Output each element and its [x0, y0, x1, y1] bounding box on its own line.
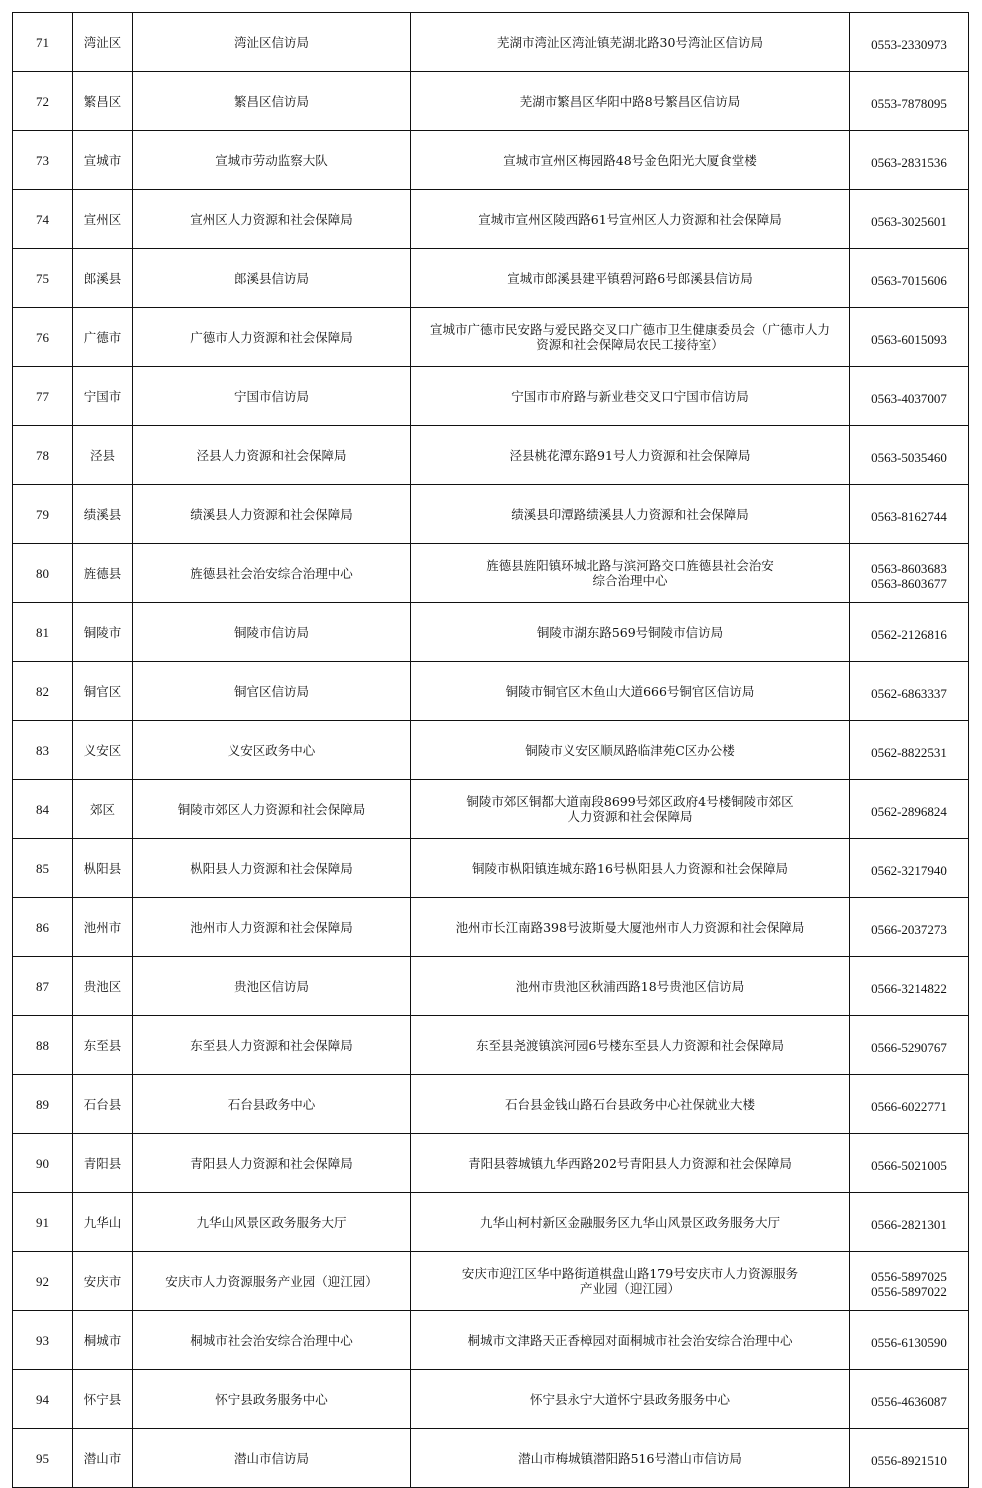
organization-cell: 泾县人力资源和社会保障局 — [133, 426, 411, 485]
table-row — [13, 485, 969, 544]
address-cell: 铜陵市铜官区木鱼山大道666号铜官区信访局 — [411, 662, 850, 721]
phone-cell: 0566-2037273 — [850, 898, 969, 957]
organization-cell: 怀宁县政务服务中心 — [133, 1370, 411, 1429]
district-cell: 广德市 — [73, 308, 133, 367]
address-cell: 安庆市迎江区华中路街道棋盘山路179号安庆市人力资源服务 产业园（迎江园） — [411, 1252, 850, 1311]
table-row — [13, 721, 969, 780]
organization-cell: 广德市人力资源和社会保障局 — [133, 308, 411, 367]
table-row — [13, 544, 969, 603]
row-number-cell: 81 — [13, 603, 73, 662]
row-number-cell: 85 — [13, 839, 73, 898]
address-cell: 铜陵市湖东路569号铜陵市信访局 — [411, 603, 850, 662]
organization-cell: 枞阳县人力资源和社会保障局 — [133, 839, 411, 898]
table-row — [13, 308, 969, 367]
phone-cell: 0562-2126816 — [850, 603, 969, 662]
phone-cell: 0563-6015093 — [850, 308, 969, 367]
address-cell: 青阳县蓉城镇九华西路202号青阳县人力资源和社会保障局 — [411, 1134, 850, 1193]
address-cell: 泾县桃花潭东路91号人力资源和社会保障局 — [411, 426, 850, 485]
address-cell: 桐城市文津路天正香樟园对面桐城市社会治安综合治理中心 — [411, 1311, 850, 1370]
table-row — [13, 72, 969, 131]
organization-cell: 铜官区信访局 — [133, 662, 411, 721]
phone-cell: 0562-8822531 — [850, 721, 969, 780]
phone-cell: 0556-4636087 — [850, 1370, 969, 1429]
phone-cell: 0553-7878095 — [850, 72, 969, 131]
row-number-cell: 86 — [13, 898, 73, 957]
row-number-cell: 90 — [13, 1134, 73, 1193]
organization-cell: 安庆市人力资源服务产业园（迎江园） — [133, 1252, 411, 1311]
table-row — [13, 1193, 969, 1252]
table-row — [13, 249, 969, 308]
organization-cell: 潜山市信访局 — [133, 1429, 411, 1488]
address-cell: 宣城市宣州区陵西路61号宣州区人力资源和社会保障局 — [411, 190, 850, 249]
organization-cell: 青阳县人力资源和社会保障局 — [133, 1134, 411, 1193]
row-number-cell: 93 — [13, 1311, 73, 1370]
table-row — [13, 190, 969, 249]
contact-table — [12, 12, 969, 1488]
phone-cell: 0566-5021005 — [850, 1134, 969, 1193]
table-row — [13, 839, 969, 898]
table-row — [13, 367, 969, 426]
row-number-cell: 75 — [13, 249, 73, 308]
district-cell: 铜陵市 — [73, 603, 133, 662]
row-number-cell: 94 — [13, 1370, 73, 1429]
address-cell: 铜陵市郊区铜都大道南段8699号郊区政府4号楼铜陵市郊区 人力资源和社会保障局 — [411, 780, 850, 839]
phone-cell: 0566-3214822 — [850, 957, 969, 1016]
phone-cell: 0566-6022771 — [850, 1075, 969, 1134]
district-cell: 贵池区 — [73, 957, 133, 1016]
row-number-cell: 72 — [13, 72, 73, 131]
address-cell: 怀宁县永宁大道怀宁县政务服务中心 — [411, 1370, 850, 1429]
row-number-cell: 77 — [13, 367, 73, 426]
district-cell: 安庆市 — [73, 1252, 133, 1311]
organization-cell: 贵池区信访局 — [133, 957, 411, 1016]
district-cell: 池州市 — [73, 898, 133, 957]
row-number-cell: 83 — [13, 721, 73, 780]
district-cell: 石台县 — [73, 1075, 133, 1134]
address-cell: 石台县金钱山路石台县政务中心社保就业大楼 — [411, 1075, 850, 1134]
district-cell: 九华山 — [73, 1193, 133, 1252]
organization-cell: 东至县人力资源和社会保障局 — [133, 1016, 411, 1075]
phone-cell: 0562-2896824 — [850, 780, 969, 839]
row-number-cell: 95 — [13, 1429, 73, 1488]
address-cell: 宁国市市府路与新业巷交叉口宁国市信访局 — [411, 367, 850, 426]
row-number-cell: 74 — [13, 190, 73, 249]
district-cell: 旌德县 — [73, 544, 133, 603]
organization-cell: 郎溪县信访局 — [133, 249, 411, 308]
phone-cell: 0563-2831536 — [850, 131, 969, 190]
row-number-cell: 92 — [13, 1252, 73, 1311]
organization-cell: 义安区政务中心 — [133, 721, 411, 780]
row-number-cell: 73 — [13, 131, 73, 190]
row-number-cell: 82 — [13, 662, 73, 721]
address-cell: 池州市长江南路398号波斯曼大厦池州市人力资源和社会保障局 — [411, 898, 850, 957]
table-row — [13, 1429, 969, 1488]
organization-cell: 九华山风景区政务服务大厅 — [133, 1193, 411, 1252]
district-cell: 泾县 — [73, 426, 133, 485]
organization-cell: 旌德县社会治安综合治理中心 — [133, 544, 411, 603]
phone-cell: 0563-7015606 — [850, 249, 969, 308]
table-row — [13, 1370, 969, 1429]
row-number-cell: 78 — [13, 426, 73, 485]
organization-cell: 繁昌区信访局 — [133, 72, 411, 131]
address-cell: 宣城市广德市民安路与爱民路交叉口广德市卫生健康委员会（广德市人力 资源和社会保障局农民工接待室） — [411, 308, 850, 367]
row-number-cell: 84 — [13, 780, 73, 839]
organization-cell: 铜陵市信访局 — [133, 603, 411, 662]
district-cell: 繁昌区 — [73, 72, 133, 131]
address-cell: 旌德县旌阳镇环城北路与滨河路交口旌德县社会治安 综合治理中心 — [411, 544, 850, 603]
row-number-cell: 91 — [13, 1193, 73, 1252]
phone-cell: 0556-6130590 — [850, 1311, 969, 1370]
row-number-cell: 89 — [13, 1075, 73, 1134]
district-cell: 铜官区 — [73, 662, 133, 721]
table-row — [13, 426, 969, 485]
organization-cell: 绩溪县人力资源和社会保障局 — [133, 485, 411, 544]
row-number-cell: 76 — [13, 308, 73, 367]
table-row — [13, 1075, 969, 1134]
district-cell: 潜山市 — [73, 1429, 133, 1488]
row-number-cell: 79 — [13, 485, 73, 544]
district-cell: 湾沚区 — [73, 13, 133, 72]
phone-cell: 0566-5290767 — [850, 1016, 969, 1075]
phone-cell: 0562-6863337 — [850, 662, 969, 721]
phone-cell: 0563-8162744 — [850, 485, 969, 544]
organization-cell: 宁国市信访局 — [133, 367, 411, 426]
row-number-cell: 80 — [13, 544, 73, 603]
district-cell: 郊区 — [73, 780, 133, 839]
contact-table-sheet — [12, 12, 969, 1488]
phone-cell: 0566-2821301 — [850, 1193, 969, 1252]
district-cell: 郎溪县 — [73, 249, 133, 308]
row-number-cell: 88 — [13, 1016, 73, 1075]
phone-cell: 0563-4037007 — [850, 367, 969, 426]
address-cell: 铜陵市枞阳镇连城东路16号枞阳县人力资源和社会保障局 — [411, 839, 850, 898]
organization-cell: 宣州区人力资源和社会保障局 — [133, 190, 411, 249]
table-row — [13, 131, 969, 190]
district-cell: 义安区 — [73, 721, 133, 780]
address-cell: 潜山市梅城镇潜阳路516号潜山市信访局 — [411, 1429, 850, 1488]
organization-cell: 桐城市社会治安综合治理中心 — [133, 1311, 411, 1370]
address-cell: 宣城市郎溪县建平镇碧河路6号郎溪县信访局 — [411, 249, 850, 308]
organization-cell: 湾沚区信访局 — [133, 13, 411, 72]
table-row — [13, 662, 969, 721]
table-row — [13, 1016, 969, 1075]
organization-cell: 宣城市劳动监察大队 — [133, 131, 411, 190]
district-cell: 宣城市 — [73, 131, 133, 190]
row-number-cell: 87 — [13, 957, 73, 1016]
district-cell: 绩溪县 — [73, 485, 133, 544]
organization-cell: 铜陵市郊区人力资源和社会保障局 — [133, 780, 411, 839]
address-cell: 铜陵市义安区顺凤路临津苑C区办公楼 — [411, 721, 850, 780]
district-cell: 怀宁县 — [73, 1370, 133, 1429]
table-body — [13, 13, 969, 1488]
table-row — [13, 603, 969, 662]
table-row — [13, 1311, 969, 1370]
phone-cell: 0563-5035460 — [850, 426, 969, 485]
table-row — [13, 1134, 969, 1193]
address-cell: 东至县尧渡镇滨河园6号楼东至县人力资源和社会保障局 — [411, 1016, 850, 1075]
district-cell: 枞阳县 — [73, 839, 133, 898]
table-row — [13, 898, 969, 957]
district-cell: 宣州区 — [73, 190, 133, 249]
address-cell: 九华山柯村新区金融服务区九华山风景区政务服务大厅 — [411, 1193, 850, 1252]
district-cell: 桐城市 — [73, 1311, 133, 1370]
row-number-cell: 71 — [13, 13, 73, 72]
phone-cell: 0563-8603683 0563-8603677 — [850, 544, 969, 603]
address-cell: 宣城市宣州区梅园路48号金色阳光大厦食堂楼 — [411, 131, 850, 190]
organization-cell: 石台县政务中心 — [133, 1075, 411, 1134]
phone-cell: 0556-5897025 0556-5897022 — [850, 1252, 969, 1311]
address-cell: 池州市贵池区秋浦西路18号贵池区信访局 — [411, 957, 850, 1016]
organization-cell: 池州市人力资源和社会保障局 — [133, 898, 411, 957]
table-row — [13, 780, 969, 839]
district-cell: 宁国市 — [73, 367, 133, 426]
address-cell: 绩溪县印潭路绩溪县人力资源和社会保障局 — [411, 485, 850, 544]
district-cell: 青阳县 — [73, 1134, 133, 1193]
address-cell: 芜湖市湾沚区湾沚镇芜湖北路30号湾沚区信访局 — [411, 13, 850, 72]
phone-cell: 0556-8921510 — [850, 1429, 969, 1488]
phone-cell: 0553-2330973 — [850, 13, 969, 72]
table-row — [13, 13, 969, 72]
district-cell: 东至县 — [73, 1016, 133, 1075]
table-row — [13, 1252, 969, 1311]
address-cell: 芜湖市繁昌区华阳中路8号繁昌区信访局 — [411, 72, 850, 131]
phone-cell: 0562-3217940 — [850, 839, 969, 898]
phone-cell: 0563-3025601 — [850, 190, 969, 249]
table-row — [13, 957, 969, 1016]
